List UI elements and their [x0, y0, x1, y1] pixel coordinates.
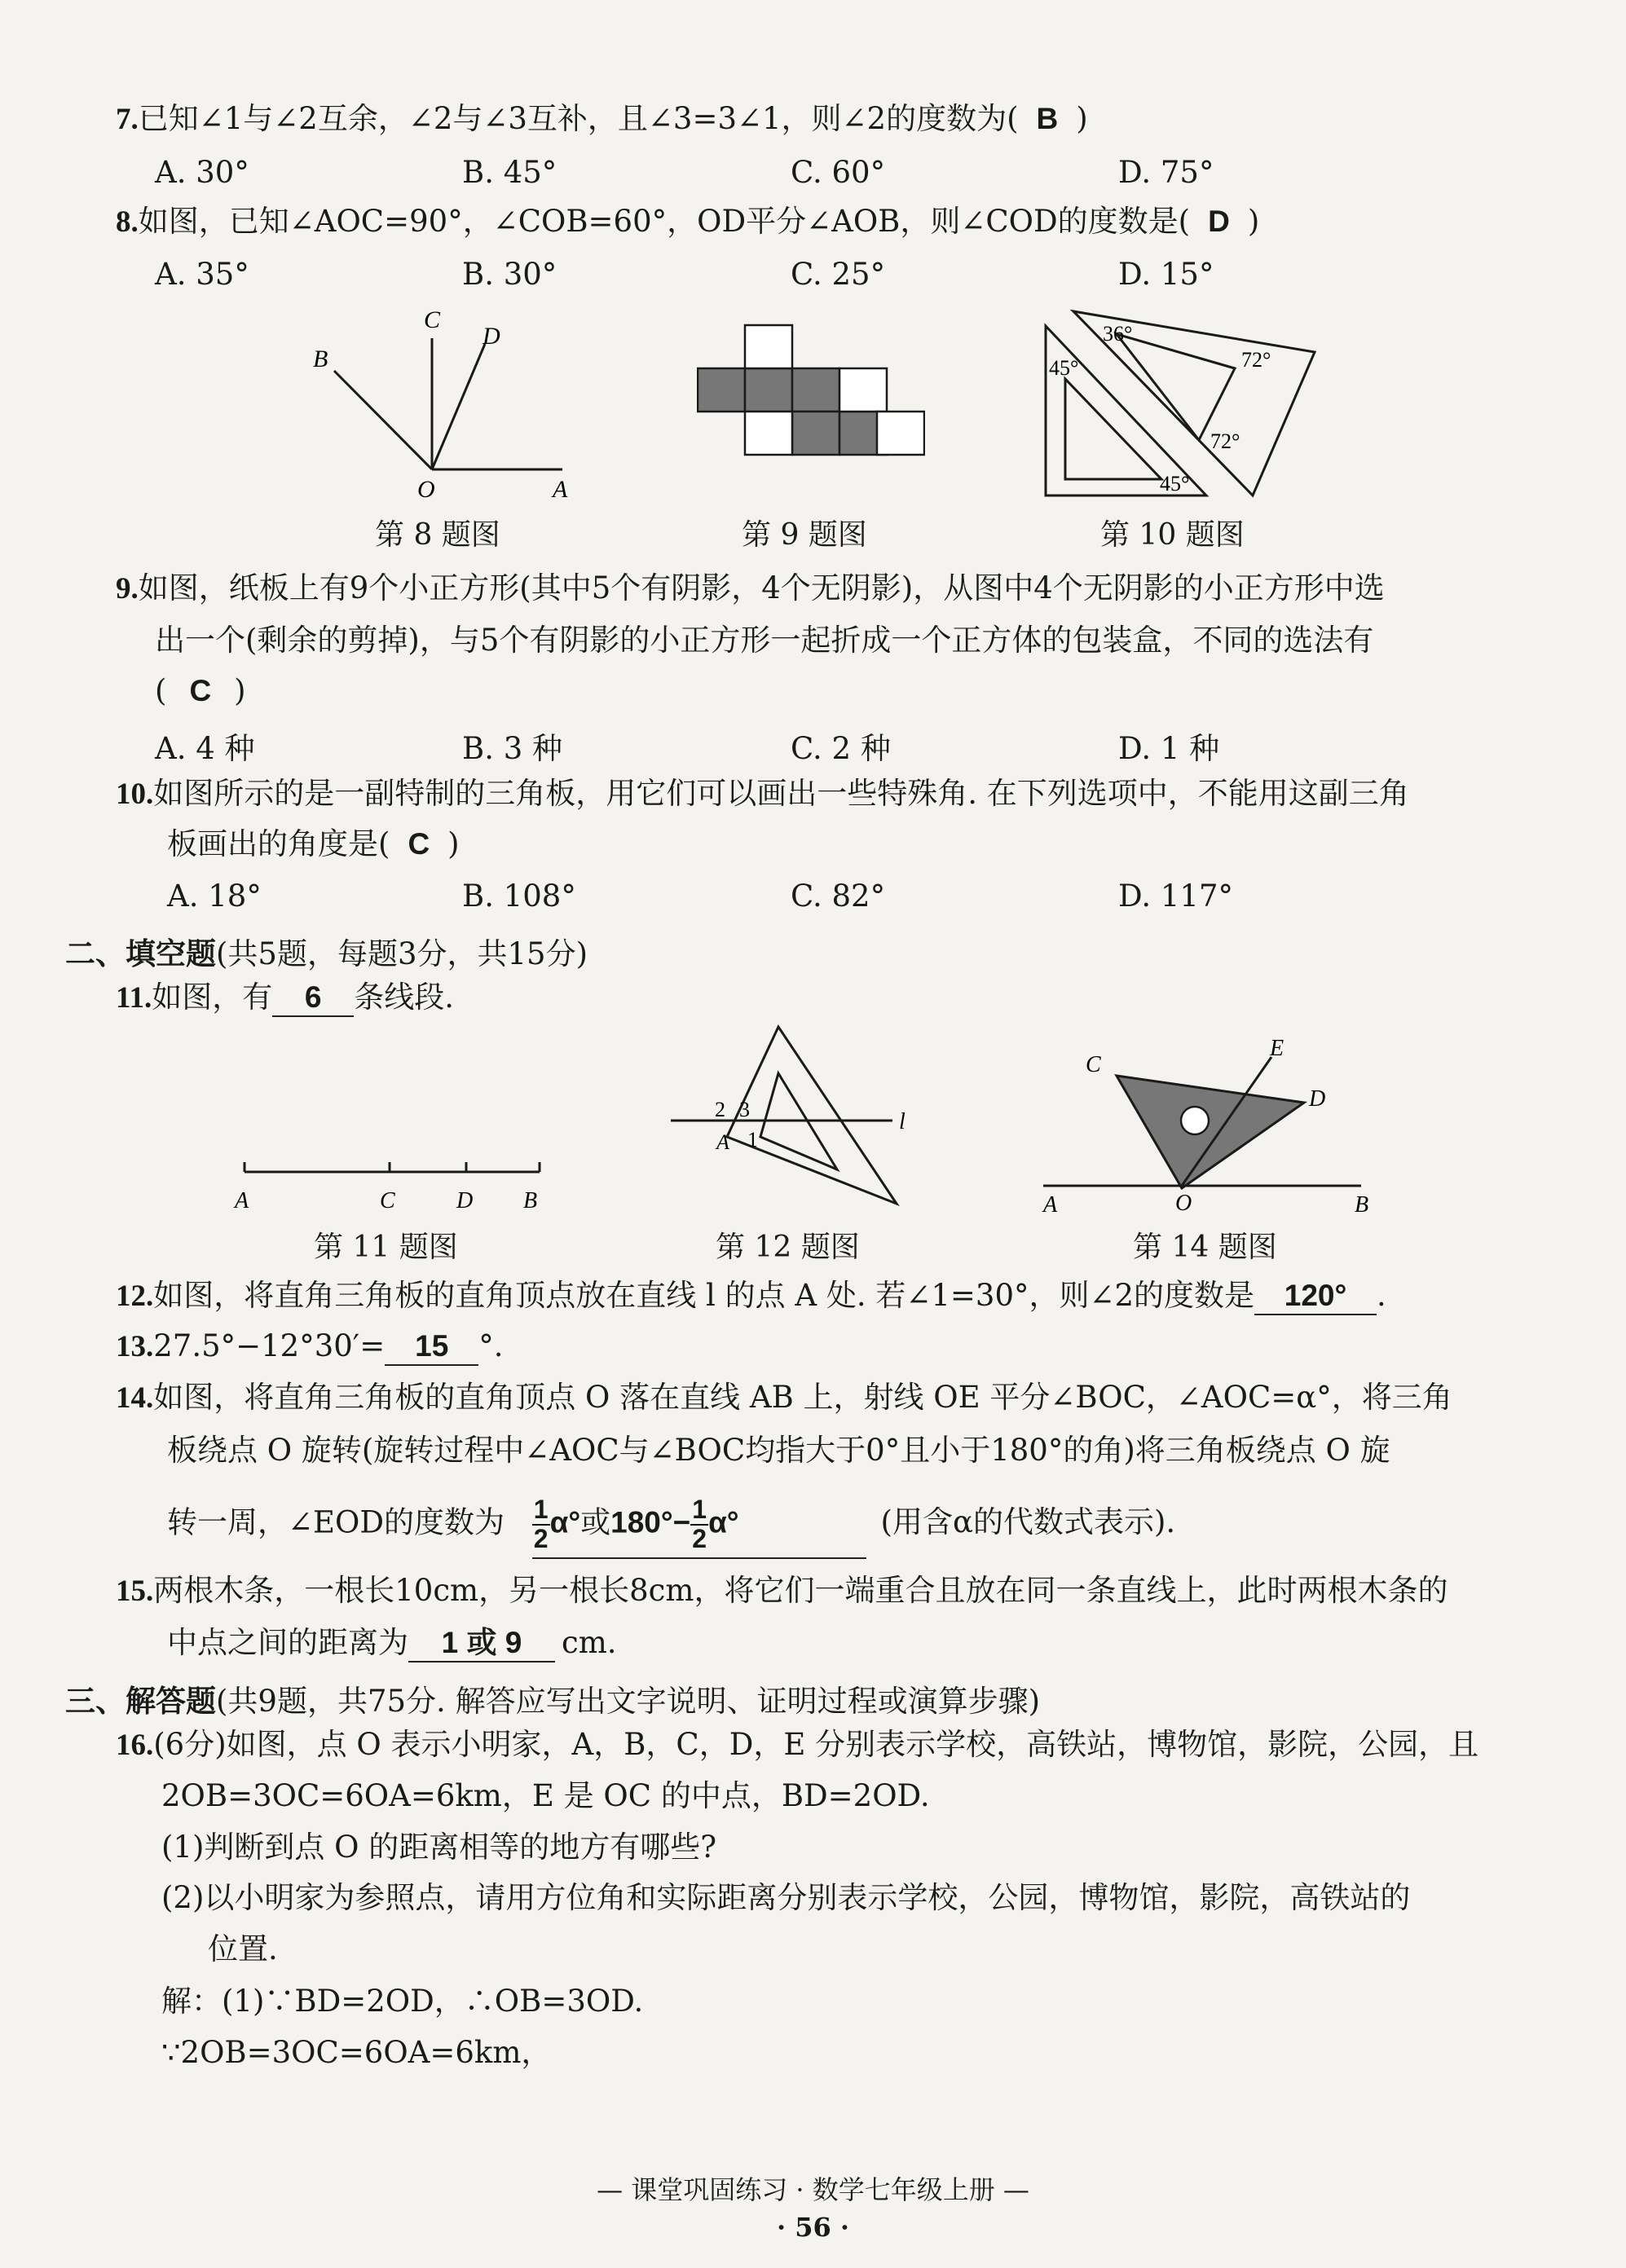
q16-number: 16. [116, 1729, 154, 1762]
q11-number: 11. [116, 981, 152, 1015]
q8-option-a: A. 35° [155, 257, 249, 292]
q11-answer-blank: 6 [272, 980, 354, 1017]
q13-answer-blank: 15 [385, 1328, 478, 1366]
figure-11-caption: 第 11 题图 [314, 1231, 458, 1264]
q7-stem: 7.已知∠1与∠2互余，∠2与∠3互补，且∠3=3∠1，则∠2的度数为( B ) [116, 101, 1088, 136]
figure-9 [697, 318, 925, 465]
q9-answer: C [189, 674, 212, 707]
q15-line-2: 中点之间的距离为 1 或 9 cm. [167, 1625, 617, 1662]
figure-12-caption: 第 12 题图 [716, 1231, 860, 1264]
q15-answer-blank: 1 或 9 [408, 1625, 555, 1662]
q7-text: 已知∠1与∠2互余，∠2与∠3互补，且∠3=3∠1，则∠2的度数为( [138, 101, 1019, 136]
q16-solution-line-1: 解：(1)∵BD=2OD，∴OB=3OD. [161, 1984, 644, 2019]
q15-number: 15. [116, 1574, 154, 1608]
q9-number: 9. [116, 572, 139, 606]
fig14-label-a: A [1043, 1192, 1058, 1214]
figure-14 [1035, 1039, 1386, 1214]
q14-line-2: 板绕点 O 旋转(旋转过程中∠AOC与∠BOC均指大于0°且小于180°的角)将三角板绕点 O 旋 [167, 1433, 1390, 1468]
q16-solution-line-2: ∵2OB=3OC=6OA=6km， [161, 2035, 552, 2070]
fig10-angle-36: 36° [1103, 322, 1133, 346]
footer-title: — 课堂巩固练习 · 数学七年级上册 — [597, 2174, 1029, 2205]
q8-option-d: D. 15° [1118, 257, 1214, 292]
q8-option-b: B. 30° [462, 257, 557, 292]
q10-option-c: C. 82° [791, 879, 886, 914]
q13-stem: 13.27.5°−12°30′= 15 °. [116, 1328, 503, 1366]
q13-number: 13. [116, 1330, 154, 1363]
q16-part-2-line-2: 位置. [208, 1931, 278, 1966]
q16-part-1: (1)判断到点 O 的距离相等的地方有哪些? [161, 1830, 717, 1865]
q10-line-2: 板画出的角度是( C ) [167, 826, 460, 861]
q8-answer: D [1208, 205, 1230, 238]
q16-line-2: 2OB=3OC=6OA=6km，E 是 OC 的中点，BD=2OD. [161, 1778, 930, 1813]
figure-12 [664, 1023, 925, 1210]
q12-number: 12. [116, 1279, 154, 1313]
figure-10 [1039, 302, 1324, 501]
figure-14-caption: 第 14 题图 [1133, 1231, 1277, 1264]
q16-line-1: 16.(6分)如图，点 O 表示小明家，A，B，C，D，E 分别表示学校，高铁站，博物馆，影院，公园，且 [116, 1727, 1479, 1762]
q10-line-1: 10.如图所示的是一副特制的三角板，用它们可以画出一些特殊角. 在下列选项中，不能用这副三角 [116, 776, 1409, 811]
fig14-label-b: B [1355, 1192, 1369, 1214]
q10-number: 10. [116, 777, 154, 811]
fig14-label-d: D [1309, 1086, 1326, 1112]
q12-stem: 12.如图，将直角三角板的直角顶点放在直线 l 的点 A 处. 若∠1=30°，则∠2的度数是 120° . [116, 1278, 1386, 1315]
fig12-label-1: 1 [747, 1128, 758, 1152]
q14-answer-blank: $\frac{1}{2}$ α°或180°− $\frac{1}{2}$ α° [532, 1496, 866, 1559]
fig10-angle-45-top: 45° [1049, 356, 1079, 380]
q9-option-b: B. 3 种 [462, 731, 563, 766]
fig10-angle-72-top: 72° [1241, 348, 1271, 372]
fig14-label-e: E [1270, 1039, 1284, 1061]
fig8-label-d: D [483, 323, 500, 350]
fig14-label-o: O [1175, 1191, 1192, 1214]
fig11-label-b: B [523, 1188, 538, 1213]
fig10-angle-72-bottom: 72° [1210, 429, 1240, 453]
q16-part-2-line-1: (2)以小明家为参照点，请用方位角和实际距离分别表示学校，公园，博物馆，影院，高铁站的 [161, 1880, 1411, 1915]
section-3-heading: 三、解答题(共9题，共75分. 解答应写出文字说明、证明过程或演算步骤) [65, 1683, 1041, 1719]
q14-fraction-1: $\frac{1}{2}$ [533, 1495, 549, 1553]
figure-11 [228, 1149, 554, 1214]
q9-line-2: 出一个(剩余的剪掉)，与5个有阴影的小正方形一起折成一个正方体的包装盒，不同的选法有 [155, 623, 1374, 658]
q11-stem: 11.如图，有 6 条线段. [116, 980, 454, 1017]
q7-option-d: D. 75° [1118, 155, 1214, 190]
fig12-label-l: l [899, 1109, 906, 1134]
q8-text: 如图，已知∠AOC=90°，∠COB=60°，OD平分∠AOB，则∠COD的度数是( [138, 204, 1191, 239]
q9-option-a: A. 4 种 [155, 731, 255, 766]
fig12-label-a: A [716, 1130, 729, 1154]
q7-option-b: B. 45° [462, 155, 557, 190]
section-2-heading: 二、填空题(共5题，每题3分，共15分) [65, 936, 588, 971]
fig12-label-3: 3 [739, 1098, 750, 1121]
fig14-label-c: C [1086, 1052, 1101, 1077]
page-number: · 56 · [776, 2212, 850, 2243]
figure-8-caption: 第 8 题图 [375, 518, 500, 552]
q14-fraction-2: $\frac{1}{2}$ [692, 1495, 707, 1553]
q7-option-a: A. 30° [155, 155, 249, 190]
fig10-angle-45-bottom: 45° [1160, 472, 1190, 495]
q9-option-c: C. 2 种 [791, 731, 891, 766]
q10-option-d: D. 117° [1118, 879, 1233, 914]
q7-option-c: C. 60° [791, 155, 886, 190]
q9-option-d: D. 1 种 [1118, 731, 1220, 766]
q12-answer-blank: 120° [1254, 1278, 1377, 1315]
fig12-label-2: 2 [715, 1098, 725, 1121]
q14-line-1: 14.如图，将直角三角板的直角顶点 O 落在直线 AB 上，射线 OE 平分∠BOC，∠AOC=α°，将三角 [116, 1380, 1452, 1415]
fig11-label-c: C [380, 1188, 395, 1213]
q7-answer: B [1036, 102, 1059, 135]
q14-line-3: 转一周，∠EOD的度数为 $\frac{1}{2}$ α°或180°− $\frac{1}{2}$ α° (用含α的代数式表示). [167, 1496, 1175, 1559]
q10-option-a: A. 18° [167, 879, 262, 914]
q7-number: 7. [116, 103, 139, 136]
q9-answer-line: ( C ) [155, 673, 246, 708]
q14-number: 14. [116, 1381, 154, 1415]
q8-option-c: C. 25° [791, 257, 886, 292]
fig8-label-o: O [417, 476, 435, 503]
q10-option-b: B. 108° [462, 879, 576, 914]
figure-9-caption: 第 9 题图 [742, 518, 867, 552]
fig8-label-b: B [313, 346, 328, 372]
figure-10-caption: 第 10 题图 [1100, 518, 1245, 552]
q10-answer: C [408, 827, 430, 861]
figure-8 [302, 302, 579, 505]
fig11-label-d: D [456, 1188, 474, 1213]
q8-stem: 8.如图，已知∠AOC=90°，∠COB=60°，OD平分∠AOB，则∠COD的度数是( D ) [116, 204, 1260, 239]
fig11-label-a: A [235, 1188, 249, 1213]
q15-line-1: 15.两根木条，一根长10cm，另一根长8cm，将它们一端重合且放在同一条直线上，此时两根木条的 [116, 1573, 1448, 1608]
fig8-label-a: A [553, 476, 568, 503]
q8-number: 8. [116, 205, 139, 239]
fig8-label-c: C [424, 306, 441, 333]
q9-line-1: 9.如图，纸板上有9个小正方形(其中5个有阴影，4个无阴影)，从图中4个无阴影的小正方形中选 [116, 570, 1385, 606]
